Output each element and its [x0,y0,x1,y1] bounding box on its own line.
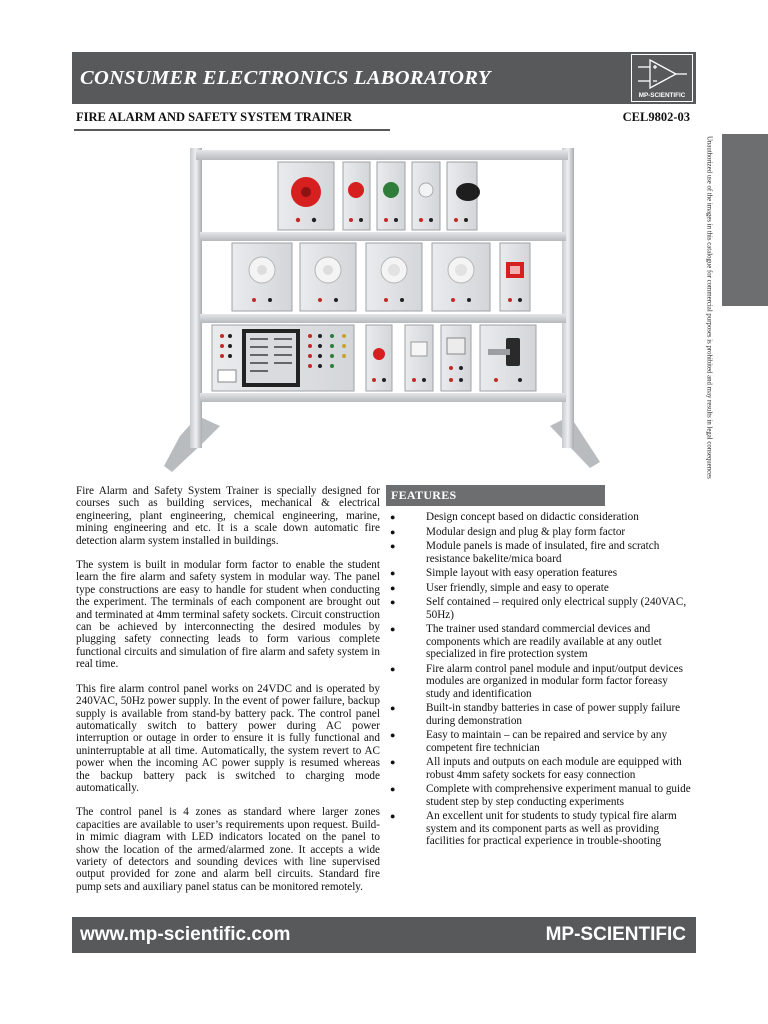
bullet-icon: ● [390,582,396,593]
alarm-bell-module [278,162,334,230]
mp-scientific-logo [631,54,693,102]
title-rule [74,129,390,131]
bullet-icon: ● [390,663,396,674]
beacon-module [412,162,440,230]
heat-detector-module-1 [366,243,422,311]
description-paragraph: Fire Alarm and Safety System Trainer is specially designed for courses such as building services, mechanical & electrical engineering, plant engineering, chemical engineering, marine, mining engineering and etc. It is a scale down automatic fire detection alarm system installed in buildings. [76,485,380,547]
subheader [76,108,690,126]
control-panel-module [212,325,354,391]
smoke-detector-module-1 [232,243,292,311]
left-post [190,148,202,448]
product-code: CEL9802-03 [622,109,690,124]
description-paragraph: The system is built in modular form factor to enable the student learn the fire alarm and safety system in modular way. The panel type constructions are easy to handle for student when conducting the experiment. The terminals of each component are brought out and terminated at 4mm terminal safety sockets. Circuit construction can be achieved by interconnecting the desired modules by plugging safety connecting leads to form various complete functional circuits and simulation of fire alarm and safety system in real time. [76,559,380,671]
bullet-icon: ● [390,703,396,714]
trainer-photo [150,140,610,475]
manual-call-point-module [343,162,370,230]
bullet-icon: ● [390,526,396,537]
product-name: FIRE ALARM AND SAFETY SYSTEM TRAINER [76,109,353,124]
feature-item: ● Easy to maintain – can be repaired and service by any competent fire technician [390,729,668,754]
side-notice-text: Unauthorized use of the images in this catalogue for commercial purposes is prohibited and may results in legal consequences [705,136,713,479]
feature-item: ● Simple layout with easy operation features [390,567,618,580]
feature-item: ● Modular design and plug & play form factor [390,525,626,538]
feature-item: ● All inputs and outputs on each module are equipped with robust 4mm safety sockets for easy connection [390,756,682,781]
bullet-icon: ● [390,597,396,608]
side-notice [702,136,716,506]
right-post [562,148,574,448]
right-foot [550,416,600,468]
switch-module [405,325,433,391]
feature-item: ● Built-in standby batteries in case of power supply failure during demonstration [390,702,681,727]
bullet-icon: ● [390,784,396,795]
green-indicator-module [377,162,405,230]
description-paragraph: This fire alarm control panel works on 24VDC and is operated by 240VAC, 50Hz power supply. In the event of power failure, backup supply is available from stand-by battery pack. The control panel automatically switch to battery power during AC power interruption or outage in order to ensure it is fully functional and uninterruptable at all time. Automatically, the system revert to AC power when the incoming AC power supply is resumed whereas the backup battery pack is switched to charging mode automatically. [76,682,380,794]
rail-3 [200,314,566,323]
feature-item: ● The trainer used standard commercial devices and components which are readily available at any outlet specialized in fire protection system [390,623,662,661]
side-tab [722,134,768,306]
footer-brand: MP-SCIENTIFIC [545,924,686,945]
header-title: CONSUMER ELECTRONICS LABORATORY [80,66,491,89]
feature-item: ● Self contained – required only electrical supply (240VAC, 50Hz) [390,596,687,621]
description-paragraph: The control panel is 4 zones as standard where larger zones capacities are available to user’s requirements upon request. Build-in mimic diagram with LED indicators located on the panel to show the location of the armed/alarmed zone. It accepts a wide variety of detectors and sounding devices with line supervised output provided for zone and alarm bell circuits. Standard fire pump sets and auxiliary panel status can be monitored remotely. [76,806,380,893]
rail-2 [200,232,566,241]
description-column [76,485,380,905]
top-rail [196,150,568,160]
features-heading: FEATURES [386,485,605,506]
feature-item: ● Fire alarm control panel module and input/output devices modules are organized in modular form factor foreasy study and identification [390,662,683,700]
input-module [366,325,392,391]
bottom-rail [200,393,566,402]
smoke-detector-module-2 [300,243,356,311]
heat-detector-module-2 [432,243,490,311]
feature-item: ● Complete with comprehensive experiment manual to guide student step by step conducting experiments [390,783,691,808]
break-glass-module [500,243,530,311]
key-switch-module [480,325,536,391]
bullet-icon: ● [390,541,396,552]
bullet-icon: ● [390,624,396,635]
feature-item: ● Module panels is made of insulated, fire and scratch resistance bakelite/mica board [390,540,660,565]
feature-item: ● Design concept based on didactic consideration [390,511,639,523]
header-band [72,52,696,104]
feature-item: ● An excellent unit for students to study typical fire alarm system and its component parts as well as providing facilities for practical experience in trouble-shooting [390,810,677,847]
bullet-icon: ● [390,512,396,522]
bullet-icon: ● [390,730,396,741]
siren-module [447,162,480,230]
bullet-icon: ● [390,568,396,579]
features-list [386,511,692,850]
footer-url-link[interactable]: www.mp-scientific.com [80,924,291,945]
feature-item: ● User friendly, simple and easy to operate [390,581,609,594]
footer-band [72,917,696,953]
logo-text: MP-SCIENTIFIC [638,92,686,99]
relay-module [441,325,471,391]
amplifier-symbol-icon [632,55,691,91]
bullet-icon: ● [390,757,396,768]
bullet-icon: ● [390,811,396,822]
